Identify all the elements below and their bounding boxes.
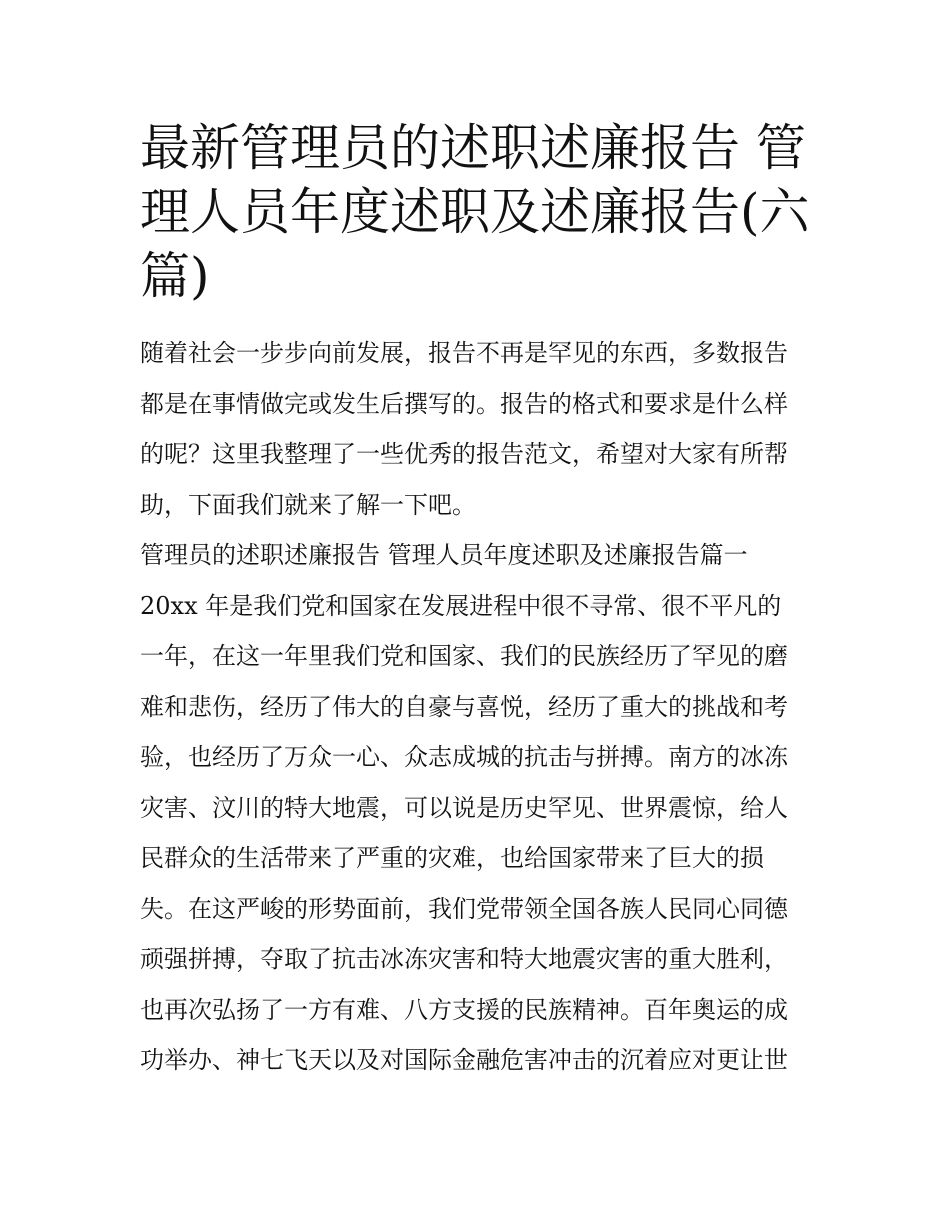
section-heading: 管理员的述职述廉报告 管理人员年度述职及述廉报告篇一 bbox=[140, 541, 748, 569]
intro-line-2: 都是在事情做完或发生后撰写的。报告的格式和要求是什么样 bbox=[140, 389, 788, 418]
document-page bbox=[140, 116, 820, 1086]
paragraph-line-10: 功举办、神七飞天以及对国际金融危害冲击的沉着应对更让世 bbox=[140, 1046, 788, 1074]
title-line-1: 最新管理员的述职述廉报告 管 bbox=[140, 119, 806, 177]
paragraph-line-2: 一年，在这一年里我们党和国家、我们的民族经历了罕见的磨 bbox=[140, 642, 788, 670]
paragraph-line-9: 也再次弘扬了一方有难、八方支援的民族精神。百年奥运的成 bbox=[140, 995, 788, 1024]
paragraph-line-6: 民群众的生活带来了严重的灾难，也给国家带来了巨大的损 bbox=[140, 844, 764, 872]
intro-line-4: 助，下面我们就来了解一下吧。 bbox=[140, 490, 476, 519]
intro-line-3: 的呢？这里我整理了一些优秀的报告范文，希望对大家有所帮 bbox=[140, 440, 788, 468]
paragraph-line-8: 顽强拼搏，夺取了抗击冰冻灾害和特大地震灾害的重大胜利， bbox=[140, 945, 788, 973]
paragraph-line-5: 灾害、汶川的特大地震，可以说是历史罕见、世界震惊，给人 bbox=[140, 793, 788, 822]
document-body bbox=[140, 328, 820, 1086]
document-title bbox=[140, 116, 820, 308]
paragraph-line-7: 失。在这严峻的形势面前，我们党带领全国各族人民同心同德 bbox=[140, 894, 788, 923]
title-line-3: 篇) bbox=[140, 247, 210, 305]
paragraph-line-4: 验，也经历了万众一心、众志成城的抗击与拼搏。南方的冰冻 bbox=[140, 743, 788, 771]
paragraph-line-1: 20xx 年是我们党和国家在发展进程中很不寻常、很不平凡的 bbox=[140, 591, 782, 620]
title-line-2: 理人员年度述职及述廉报告(六 bbox=[140, 183, 810, 241]
intro-line-1: 随着社会一步步向前发展，报告不再是罕见的东西，多数报告 bbox=[140, 339, 788, 367]
paragraph-line-3: 难和悲伤，经历了伟大的自豪与喜悦，经历了重大的挑战和考 bbox=[140, 692, 788, 721]
